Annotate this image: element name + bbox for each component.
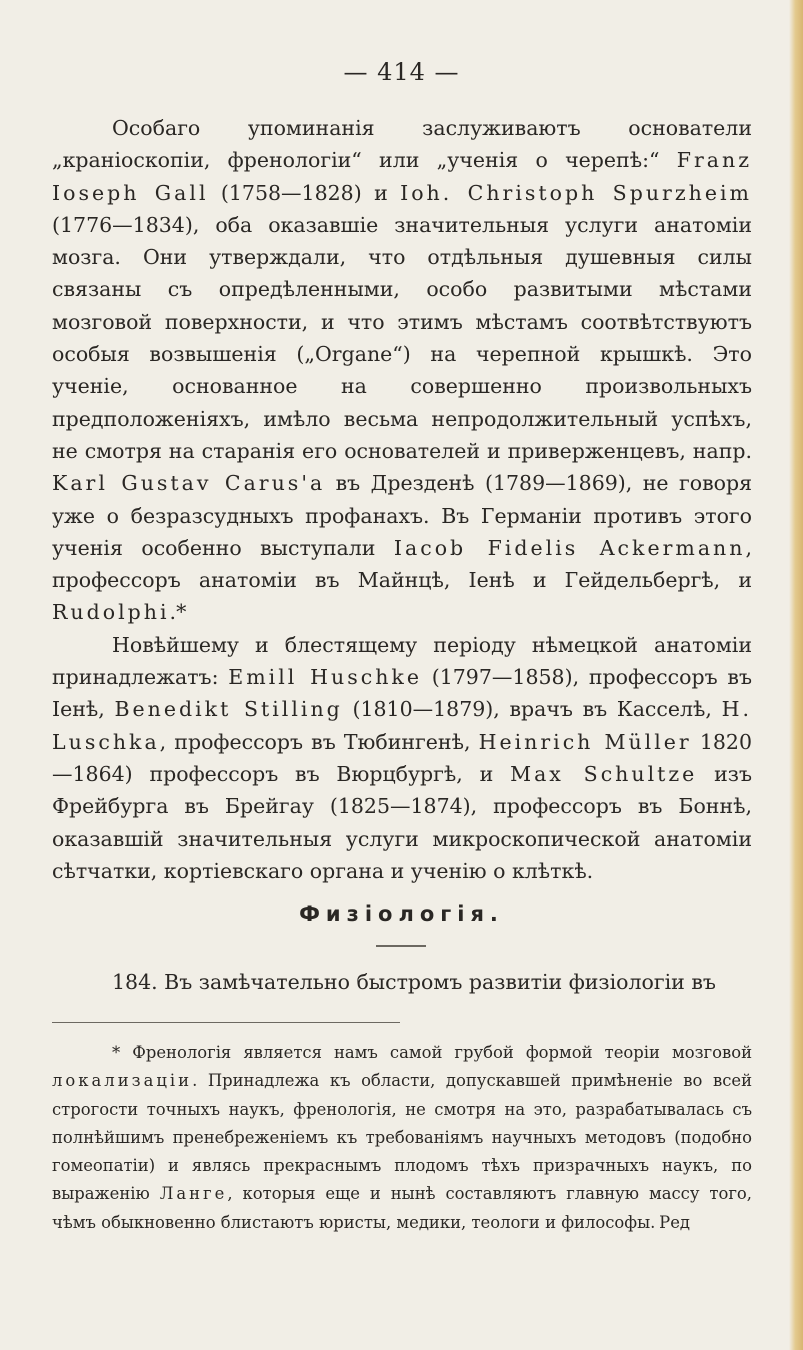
name-ackermann: Iacob Fidelis Ackermann xyxy=(393,535,746,560)
main-text xyxy=(52,112,752,887)
editor-signature: Ред xyxy=(659,1212,690,1232)
page-edge xyxy=(789,0,803,1350)
section-title: Физіологія. xyxy=(299,902,504,926)
name-huschke: Emill Huschke xyxy=(228,665,422,690)
name-lange: Ланге xyxy=(159,1184,228,1204)
name-stilling: Benedikt Stilling xyxy=(114,697,343,722)
paragraph-physiology: 184. Въ замѣчательно быстромъ развитіи физіологіи въ xyxy=(112,970,716,994)
name-schultze: Max Schultze xyxy=(510,761,698,786)
name-muller: Heinrich Müller xyxy=(478,729,692,754)
name-luschka: H. Luschka xyxy=(52,697,752,754)
page-number: — 414 — xyxy=(343,58,460,86)
paragraph-phrenology: Особаго упоминанія заслуживаютъ основатели „краніоскопіи, френологіи“ или „ученія о черепѣ:“ Franz Ioseph Gall (1758—1828) и Ioh. Christoph Spurzheim (1776—1834), оба оказавшіе значительныя услуги анатоміи мозга. Они утверждали, что отдѣльныя душевныя силы связаны съ опредѣленными, особо развитыми мѣстами мозговой поверхности, и что этимъ мѣстамъ соотвѣтствуютъ особыя возвышенія („Organe“) на черепной крышкѣ. Это ученіе, основанное на совершенно произвольныхъ предположеніяхъ, имѣло весьма непродолжительный успѣхъ, не смотря на старанія его основателей и приверженцевъ, напр. Karl Gustav Carus'a въ Дрезденѣ (1789—1869), не говоря уже о безразсудныхъ профанахъ. Въ Германіи противъ этого ученія особенно выступали Iacob Fidelis Ackermann, профессоръ анатоміи въ Майнцѣ, Iенѣ и Гейдельбергѣ, и Rudolphi.* xyxy=(52,116,753,625)
name-gall: Franz Ioseph Gall xyxy=(52,148,752,205)
name-rudolphi: Rudolphi xyxy=(52,600,170,625)
footnote: * Френологія является намъ самой грубой формой теоріи мозговой локализаціи. Принадлежа къ области, допускавшей примѣненіе во всей строгости точныхъ наукъ, френологія, не смотря на это, разрабатывалась съ полнѣйшимъ пренебреженіемъ къ требованіямъ научныхъ методовъ (подобно гомеопатіи) и являсь прекраснымъ плодомъ тѣхъ призрачныхъ наукъ, по выраженію Ланге, которыя еще и нынѣ составляютъ главную массу того, чѣмъ обыкновенно блистаютъ юристы, медики, теологи и философы. Ред xyxy=(52,1039,752,1237)
name-spurzheim: Ioh. Christoph Spurzheim xyxy=(400,180,752,205)
footnote-rule xyxy=(52,1022,400,1023)
title-rule xyxy=(376,945,426,947)
term-localization: локализаціи xyxy=(52,1071,193,1091)
paragraph-modern-anatomy: Новѣйшему и блестящему періоду нѣмецкой анатоміи принадлежатъ: Emill Huschke (1797—1858), профессоръ въ Iенѣ, Benedikt Stilling (1810—1879), врачъ въ Касселѣ, H. Luschka, профессоръ въ Тюбингенѣ, Heinrich Müller 1820—1864) профессоръ въ Вюрцбургѣ, и Max Schultze изъ Фрейбурга въ Брейгау (1825—1874), профессоръ въ Боннѣ, оказавшій значительныя услуги микроскопической анатоміи сѣтчатки, кортіевскаго органа и ученію о клѣткѣ. xyxy=(52,632,753,883)
name-carus: Karl Gustav Carus'a xyxy=(52,471,326,496)
